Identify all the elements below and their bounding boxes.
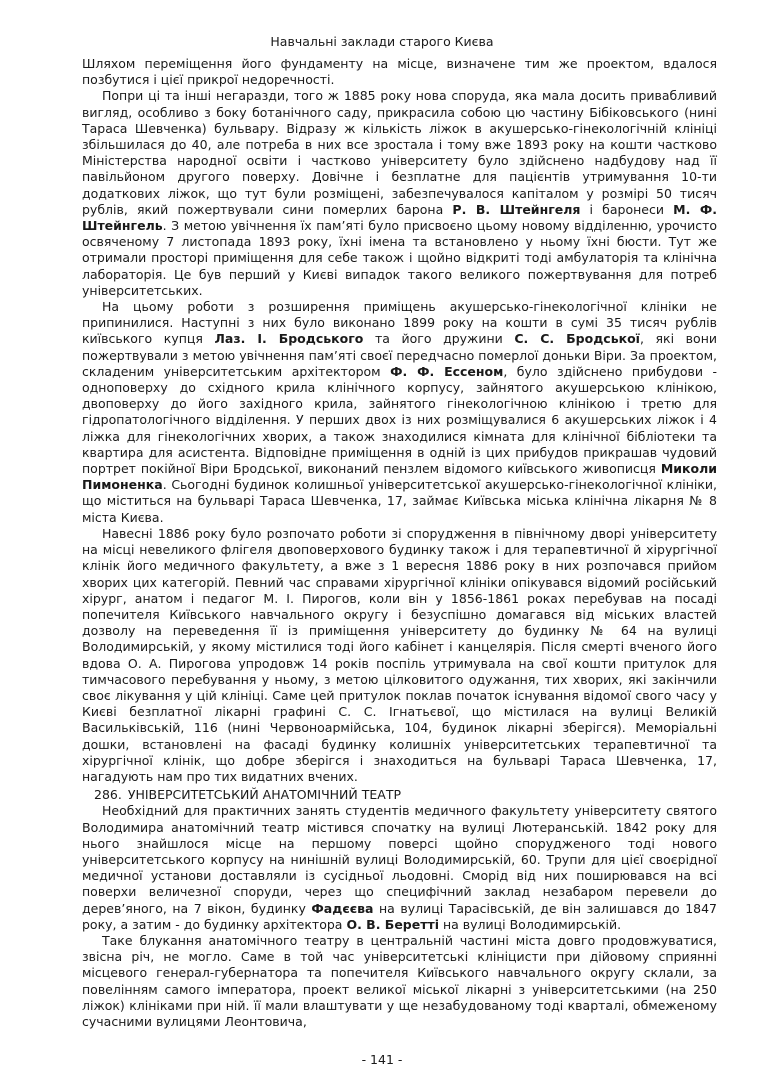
section-heading [82,787,717,803]
paragraph: Шляхом переміщення його фундаменту на місце, визначене тим же проектом, вдалося позбутися і цієї прикрої недоречності. [82,56,717,88]
paragraph: Необхідний для практичних занять студентів медичного факультету університету святого Володимира анатомічний театр містився спочатку на вулиці Лютеранській. 1842 року для нього знайшлося місце на першому поверсі щойно спорудженого тоді нового університетського корпусу на нинішній вулиці Володимирській, 60. Трупи для цієї своєрідної медичної установи доставляли із сусідньої льодовні. Сморід від них поширювався на всі поверхи величезної споруди, через що специфічний заклад незабаром перевели до дерев’яного, на 7 вікон, будинку Фадєєва на вулиці Тарасівській, де він залишався до 1847 року, а затим - до будинку архітектора О. В. Беретті на вулиці Володимирській. [82,803,718,932]
name-bold: С. С. Бродської [514,331,640,347]
paragraph: Таке блукання анатомічного театру в центральній частині міста довго продовжуватися, звісна річ, не могло. Саме в той час університетські клініцисти при дійовому сприянні місцевого генерал-губернатора та попечителя Київського навчального округу склали, за повелінням самого імператора, проект великої міської лікарні з університетськими (на 250 ліжок) клініками при ній. її мали влаштувати у ще незабудованому тоді кварталі, обмеженому сучасними вулицями Леонтовича, [82,932,717,1029]
paragraph: Навесні 1886 року було розпочато роботи зі спорудження в північному дворі університету на місці невеликого флігеля двоповерхового будинку також і для терапевтичної й хірургічної клінік його медичного факультету, а вже з 1 вересня 1886 року в них розпочався прийом хворих цих категорій. Певний час справами хірургічної клініки опікувався відомий російський хірург, анатом і педагог М. І. Пирогов, коли він у 1856-1861 роках перебував на посаді попечителя Київського навчального округу і безуспішно домагався від міських властей дозволу на переведення її із приміщення університету до будинку № 64 на вулиці Володимирській, у якому містилися тоді його кабінет і канцелярія. Після смерті вченого його вдова О. А. Пирогова упродовж 14 років поспіль утримувала на свої кошти притулок для тимчасового перебування у ньому, з метою цілковитого одужання, тих хворих, які закінчили своє лікування у цій клініці. Саме цей притулок поклав початок існування відомої свого часу у Києві безплатної лікарні графині С. С. Ігнатьєвої, що містилася на вулиці Великій Васильківській, 116 (нині Червоноармійська, 104, будинок лікарні зберігся). Меморіальні дошки, встановлені на фасаді будинку колишніх університетських терапевтичної та хірургічної клінік, що добре зберігся і знаходиться на бульварі Тараса Шевченка, 17, нагадують нам про тих видатних вчених. [82,525,717,784]
section-number: 286. [94,787,122,803]
paragraph: На цьому роботи з розширення приміщень акушерсько-гінекологічної клініки не припинилися. Наступні з них було виконано 1899 року на кошти в сумі 35 тисяч рублів київського купця Лаз. І. Бродського та його дружини С. С. Бродської, які вони пожертвували з метою увічнення пам’яті своєї передчасно померлої доньки Віри. За проектом, складеним університетським архітектором Ф. Ф. Ессеном, було здійснено прибудови - одноповерху до східного крила клінічного корпусу, зайнятого акушерською клінікою, двоповерху до його західного крила, зайнятого гінекологічною клінікою і третю для гідропатологічного відділення. У перших двох із них розміщувалися 6 акушерських ліжок і 4 ліжка для гінекологічних хворих, а також знаходилися кімната для клінічної бібліотеки та квартира для асистента. Відповідне приміщення в одній із цих прибудов прикрашав чудовий портрет покійної Віри Бродської, виконаний пензлем відомого київського живописця Миколи Пимоненка. Сьогодні будинок колишньої університетської акушерсько-гінекологічної клініки, що міститься на бульварі Тараса Шевченка, 17, займає Київська міська клінічна лікарня № 8 міста Києва. [82,299,718,525]
running-header: Навчальні заклади старого Києва [270,34,494,49]
name-bold: О. В. Беретті [346,916,439,932]
section-title: УНІВЕРСИТЕТСЬКИЙ АНАТОМІЧНИЙ ТЕАТР [127,787,401,803]
name-bold: Р. В. Штейнгеля [452,201,581,217]
name-bold: Миколи Пимоненка [82,461,717,493]
name-bold: М. Ф. Штейнгель [82,201,717,234]
name-bold: Фадєєва [311,900,374,916]
paragraph: Попри ці та інші негаразди, того ж 1885 року нова споруда, яка мала досить привабливий вигляд, особливо з боку ботанічного саду, прикрасила собою цю частину Бібіковського (нині Тараса Шевченка) бульвару. Відразу ж кількість ліжок в акушерсько-гінекологічній клініці збільшилася до 40, але потреба в них все зростала і тому вже 1893 року на кошти частково Міністерства народної освіти і частково університету було здійснено надбудову над її павільйоном другого поверху. Довічне і безплатне для пацієнтів утримування 10-ти додаткових ліжок, що тут були розміщені, забезпечувалося капіталом у розмірі 50 тисяч рублів, який пожертвували сини померлих барона Р. В. Штейнгеля і баронеси М. Ф. Штейнгель. З метою увічнення їх пам’яті було присвоєно цьому новому відділенню, урочисто освяченому 7 листопада 1893 року, їхні імена та встановлено у ньому їхні бюсти. Тут же отримали просторі приміщення для себе також і щойно відкриті тоді амбулаторія та клінічна лабораторія. Це був перший у Києві випадок такого великого пожертвування для потреб університетських. [82,88,717,298]
page-number: - 141 - [361,1052,403,1067]
name-bold: Ф. Ф. Ессеном [390,363,504,379]
body-text [82,56,717,1030]
name-bold: Лаз. І. Бродського [214,331,364,347]
